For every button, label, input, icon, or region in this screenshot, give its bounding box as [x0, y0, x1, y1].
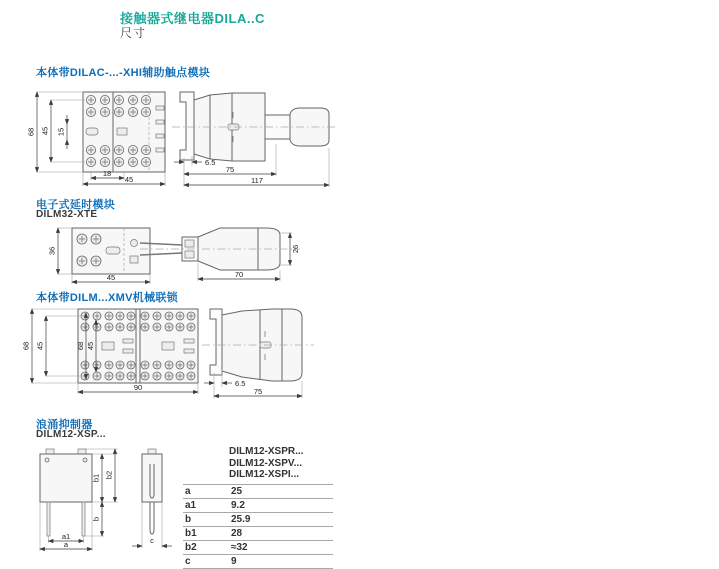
dim-label-6-5: 6.5 — [235, 379, 246, 388]
table-header-model: DILM12-XSPR... — [229, 446, 304, 457]
table-cell-label: b — [185, 513, 192, 525]
section4-side-view-drawing — [128, 442, 180, 554]
dim-label-45: 45 — [35, 341, 45, 351]
dim-label-a1: a1 — [61, 532, 71, 541]
section4-front-view-drawing — [26, 442, 136, 554]
dim-label-68: 68 — [21, 341, 31, 351]
dim-label-75: 75 — [225, 165, 235, 174]
suppressor-front-body — [40, 449, 92, 536]
timer-module-front-body — [72, 228, 150, 274]
section2-heading: 电子式延时模块 — [36, 199, 116, 211]
dim-label-45: 45 — [106, 273, 116, 282]
table-cell-label: a — [185, 485, 191, 497]
table-cell-value: 28 — [231, 527, 243, 539]
table-row — [183, 498, 333, 512]
table-cell-value: 25.9 — [231, 513, 251, 525]
table-row — [183, 526, 333, 540]
page-subtitle: 尺寸 — [120, 26, 147, 40]
contactor-side-body — [180, 92, 329, 161]
dim-label-117: 117 — [251, 176, 263, 185]
dim-label-b1: b1 — [91, 473, 101, 483]
table-row — [183, 512, 333, 526]
dim-label-b: b — [91, 516, 101, 522]
dim-label-45-horiz: 45 — [124, 175, 134, 184]
table-header-model: DILM12-XSPV... — [229, 457, 302, 469]
suppressor-dimension-table — [183, 446, 333, 569]
table-cell-label: b2 — [185, 541, 197, 553]
table-cell-value: 25 — [231, 485, 243, 497]
section3-front-view-drawing — [20, 304, 206, 396]
section4-model: DILM12-XSP... — [36, 429, 106, 440]
dim-label-75: 75 — [253, 387, 263, 396]
dim-label-68: 68 — [26, 127, 36, 137]
dim-label-45-vert: 45 — [40, 126, 50, 136]
dim-label-18: 18 — [102, 169, 112, 178]
section1-side-view-drawing — [172, 84, 340, 190]
dim-label-90: 90 — [133, 383, 143, 392]
table-row — [183, 540, 333, 554]
section1-heading: 本体带DILAC-...-XHI辅助触点模块 — [36, 67, 211, 79]
dim-label-6-5: 6.5 — [205, 158, 216, 167]
table-cell-value: 9 — [231, 555, 237, 567]
dim-label-a: a — [63, 540, 69, 549]
table-cell-value: ≈32 — [231, 541, 248, 553]
dim-label-b2: b2 — [104, 470, 114, 480]
dim-label-inner-45: 45 — [86, 341, 95, 351]
page-title: 接触器式继电器DILA..C — [120, 11, 265, 26]
section1-front-view-drawing — [25, 86, 173, 187]
contactor-front-body — [83, 92, 165, 172]
table-cell-value: 9.2 — [231, 499, 245, 511]
dim-label-c: c — [150, 536, 154, 545]
suppressor-side-body — [142, 449, 162, 534]
dim-label-inner-68: 68 — [76, 341, 85, 351]
section4-heading: 浪涌抑制器 — [36, 419, 93, 431]
table-cell-label: b1 — [185, 527, 197, 539]
table-cell-label: a1 — [185, 499, 197, 511]
section3-heading: 本体带DILM...XMV机械联锁 — [36, 292, 178, 304]
table-cell-label: c — [185, 555, 191, 567]
section2-model: DILM32-XTE — [36, 209, 98, 220]
table-row — [183, 484, 333, 498]
dim-label-26: 26 — [291, 244, 300, 254]
section2-side-view-drawing — [140, 220, 305, 286]
dim-label-15: 15 — [56, 127, 66, 137]
dim-label-36: 36 — [47, 246, 57, 256]
table-header-model: DILM12-XSPI... — [229, 469, 300, 480]
section3-side-view-drawing — [202, 303, 320, 403]
dim-label-70: 70 — [234, 270, 244, 279]
